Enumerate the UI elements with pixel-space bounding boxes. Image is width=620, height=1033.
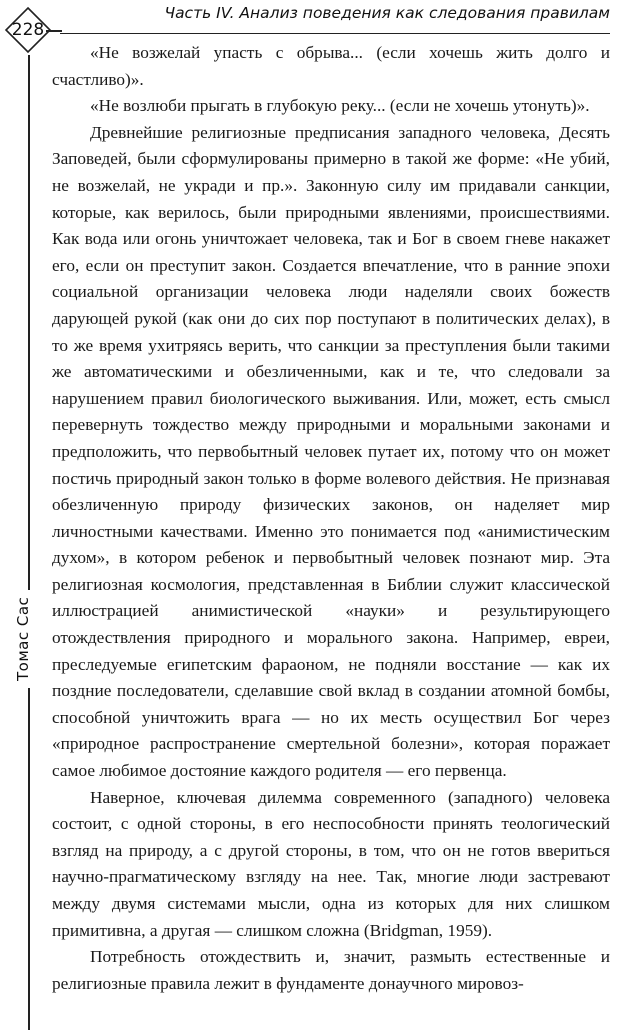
paragraph: Наверное, ключевая дилемма современного (западного) человека состоит, с одной стороны, в его неспособности принять теологический взгляд на природу, а с другой стороны, в том, что он не готов ввериться научно-прагматическому взгляду на нее. Так, многие люди застревают между двумя системами мысли, одна из которых для них слишком примитивна, а другая — слишком сложна (Bridgman, 1959). [52, 787, 610, 940]
text-body [52, 40, 610, 1030]
author-label: Томас Сас [14, 590, 42, 688]
paragraph: Древнейшие религиозные предписания западного человека, Десять Заповедей, были сформулированы примерно в такой же форме: «Не убий, не возжелай, не укради и пр.». Законную силу им придавали санкции, которые, как верилось, были природными явлениями, происшествиями. Как вода или огонь уничтожает человека, так и Бог в своем гневе накажет его, если он преступит закон. Создается впечатление, что в ранние эпохи социальной организации человека люди наделяли своих божеств дарующей рукой (как они до сих пор поступают в политических делах), в то же время ухитряясь верить, что санкции за преступления были такими же автоматическими и обезличенными, как и те, что следовали за нарушением правил биологического выживания. Или, может, есть смысл перевернуть тождество между природными и моральными законами и предположить, что первобытный человек путает их, потому что он может постичь природный закон только в форме волевого действия. Не признавая обезличенную природу физических законов, он наделяет мир личностными качествами. Именно это понимается под «анимистическим духом», в котором ребенок и первобытный человек познают мир. Эта религиозная космология, представленная в Библии служит классической иллюстрацией анимистической «науки» и результирующего отождествления природного и морального закона. Например, евреи, преследуемые египетским фараоном, не подняли восстание — как их поздние последователи, сделавшие свой вклад в создании атомной бомбы, способной уничтожить врага — но их месть осуществил Бог через «природное распространение смертельной болезни», которая поражает самое любимое достояние каждого родителя — его первенца. [52, 122, 610, 781]
margin-rule [28, 55, 30, 1030]
running-header: Часть IV. Анализ поведения как следования правилам [60, 4, 610, 34]
paragraph: «Не возлюби прыгать в глубокую реку... (если не хочешь утонуть)». [90, 96, 590, 116]
paragraph: Потребность отождествить и, значит, размыть естественные и религиозные правила лежит в фундаменте донаучного мировоз- [52, 947, 610, 993]
paragraph: «Не возжелай упасть с обрыва... (если хочешь жить долго и счастливо)». [52, 43, 610, 89]
page-number: 228 [11, 20, 45, 40]
